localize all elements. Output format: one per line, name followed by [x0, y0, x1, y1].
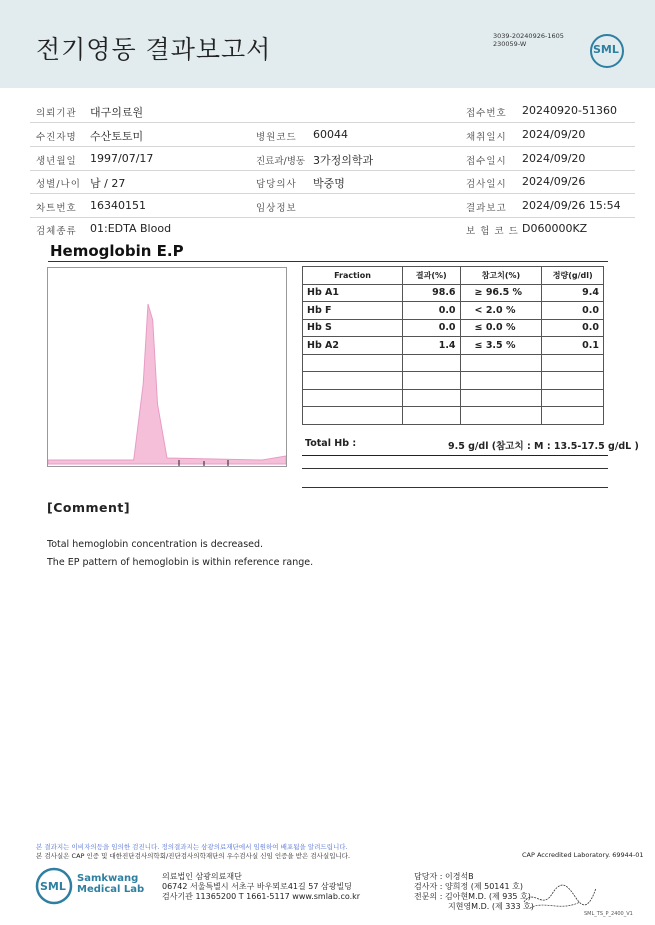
sex-age-label: 성별/나이 — [36, 179, 81, 190]
brand-line2: Medical Lab — [77, 884, 145, 895]
electropherogram-frame — [47, 267, 287, 467]
tested-label: 검사일시 — [466, 179, 507, 190]
footer-cap: CAP Accredited Laboratory. 69944-01 — [522, 851, 644, 859]
fraction-cell: Hb A2 — [303, 337, 403, 355]
specialist-value-2: 지현영M.D. (제 333 호) — [448, 902, 534, 911]
total-hb-label: Total Hb : — [305, 438, 357, 449]
signature-scribble — [520, 880, 600, 914]
header-result: 결과(%) — [402, 267, 460, 285]
report-date-value: 2024/09/26 15:54 — [522, 199, 621, 212]
insurance-label: 보 험 코 드 — [466, 226, 519, 237]
collect-value: 2024/09/20 — [522, 128, 586, 141]
specialist-label: 전문의 : — [414, 892, 443, 901]
table-row — [303, 319, 604, 337]
report-title: 전기영동 결과보고서 — [36, 35, 272, 64]
staff-value: 이경석B — [444, 872, 474, 881]
report-date-label: 결과보고 — [466, 203, 507, 214]
reference-cell: ≤ 3.5 % — [460, 337, 542, 355]
document-code-line1: 3039-20240926-1605 — [493, 32, 564, 40]
total-hb-value: 9.5 g/dl (참고치 : M : 13.5-17.5 g/dL ) — [448, 441, 639, 452]
receipt-no-label: 접수번호 — [466, 108, 507, 119]
form-code: SML_TS_P_2400_V1 — [584, 911, 633, 917]
ward-code-value: 60044 — [313, 128, 348, 141]
doctor-value: 박중명 — [313, 177, 345, 190]
fraction-cell: Hb F — [303, 302, 403, 320]
dept-label: 진료과/병동 — [256, 156, 306, 167]
patient-value: 수산토토미 — [90, 130, 144, 143]
samkwang-brand — [77, 873, 144, 895]
reference-cell: ≤ 0.0 % — [460, 319, 542, 337]
footer-cert-note: 본 검사실은 CAP 인증 및 대한진단검사의학회/진단검사의학재단의 우수검사실 신임 인증을 받은 검사실입니다. — [36, 852, 351, 860]
result-cell: 1.4 — [402, 337, 460, 355]
info-row-dob — [30, 148, 635, 171]
dob-label: 생년월일 — [36, 156, 77, 167]
table-row — [303, 337, 604, 355]
electropherogram — [48, 268, 286, 466]
tester-value: 양희정 (제 50141 호) — [444, 882, 523, 891]
reference-cell: < 2.0 % — [460, 302, 542, 320]
tester-label: 검사자 : — [414, 882, 443, 891]
comment-title: [Comment] — [47, 500, 131, 515]
info-row-patient — [30, 124, 635, 147]
section-underline — [48, 261, 608, 262]
doctor-label: 담당의사 — [256, 179, 297, 190]
result-cell: 0.0 — [402, 319, 460, 337]
hospital-label: 의뢰기관 — [36, 108, 77, 119]
rule-line-2 — [302, 487, 608, 488]
tested-value: 2024/09/26 — [522, 175, 586, 188]
footer-address: 06742 서울특별시 서초구 바우뫼로41길 57 삼광빌딩 — [162, 882, 352, 891]
insurance-value: D060000KZ — [522, 222, 588, 235]
receipt-no-value: 20240920-51360 — [522, 104, 617, 117]
info-row-hospital — [30, 100, 635, 123]
table-row-empty — [303, 372, 604, 390]
received-label: 접수일시 — [466, 156, 507, 167]
document-code — [493, 32, 564, 48]
info-row-chart — [30, 195, 635, 218]
sex-age-value: 남 / 27 — [90, 177, 126, 190]
result-table — [302, 266, 604, 425]
dept-value: 3가정의학과 — [313, 154, 374, 167]
header-reference: 참고치(%) — [460, 267, 542, 285]
footer-contact: 검사기관 11365200 T 1661-5117 www.smlab.co.kr — [162, 892, 361, 901]
quantity-cell: 0.1 — [542, 337, 604, 355]
clinical-label: 임상정보 — [256, 203, 297, 214]
info-row-specimen — [30, 218, 635, 240]
chart-no-value: 16340151 — [90, 199, 146, 212]
comment-line-1: Total hemoglobin concentration is decreased. — [47, 539, 264, 550]
table-row — [303, 302, 604, 320]
footer-notice-red: 본 결과지는 이비자의등을 임의한 검진니다. 정의결과지는 삼광의료재단에서 임원하여 배포됨을 알려드립니다. — [36, 843, 348, 851]
quantity-cell: 0.0 — [542, 319, 604, 337]
header-quantity: 정량(g/dl) — [542, 267, 604, 285]
hospital-value: 대구의료원 — [90, 106, 144, 119]
chart-no-label: 차트번호 — [36, 203, 77, 214]
fraction-cell: Hb A1 — [303, 284, 403, 302]
footer-org: 의료법인 삼광의료재단 — [162, 872, 242, 881]
sml-logo: SML — [593, 43, 619, 56]
table-row-empty — [303, 354, 604, 372]
document-code-line2: 230059-W — [493, 40, 527, 48]
received-value: 2024/09/20 — [522, 152, 586, 165]
collect-label: 채취일시 — [466, 132, 507, 143]
footer-org-block — [162, 872, 360, 902]
dob-value: 1997/07/17 — [90, 152, 154, 165]
info-row-sex-age — [30, 171, 635, 194]
staff-label: 담당자 : — [414, 872, 443, 881]
result-cell: 0.0 — [402, 302, 460, 320]
quantity-cell: 9.4 — [542, 284, 604, 302]
quantity-cell: 0.0 — [542, 302, 604, 320]
fraction-cell: Hb S — [303, 319, 403, 337]
table-row-empty — [303, 407, 604, 425]
specialist-value-1: 김아현M.D. (제 935 호) — [444, 892, 531, 901]
rule-line-1 — [302, 468, 608, 469]
samkwang-logo-icon — [34, 866, 74, 906]
electropherogram-area — [48, 304, 286, 464]
table-row-empty — [303, 389, 604, 407]
total-underline — [302, 455, 608, 456]
result-cell: 98.6 — [402, 284, 460, 302]
specimen-label: 검체종류 — [36, 226, 77, 237]
ward-code-label: 병원코드 — [256, 132, 297, 143]
table-row — [303, 284, 604, 302]
comment-line-2: The EP pattern of hemoglobin is within reference range. — [47, 557, 314, 568]
brand-line1: Samkwang — [77, 873, 139, 884]
table-header-row — [303, 267, 604, 285]
section-title: Hemoglobin E.P — [50, 242, 184, 260]
header-fraction: Fraction — [303, 267, 403, 285]
svg-text:SML: SML — [40, 880, 66, 893]
reference-cell: ≥ 96.5 % — [460, 284, 542, 302]
report-header — [0, 0, 655, 88]
specimen-value: 01:EDTA Blood — [90, 222, 172, 235]
patient-label: 수진자명 — [36, 132, 77, 143]
